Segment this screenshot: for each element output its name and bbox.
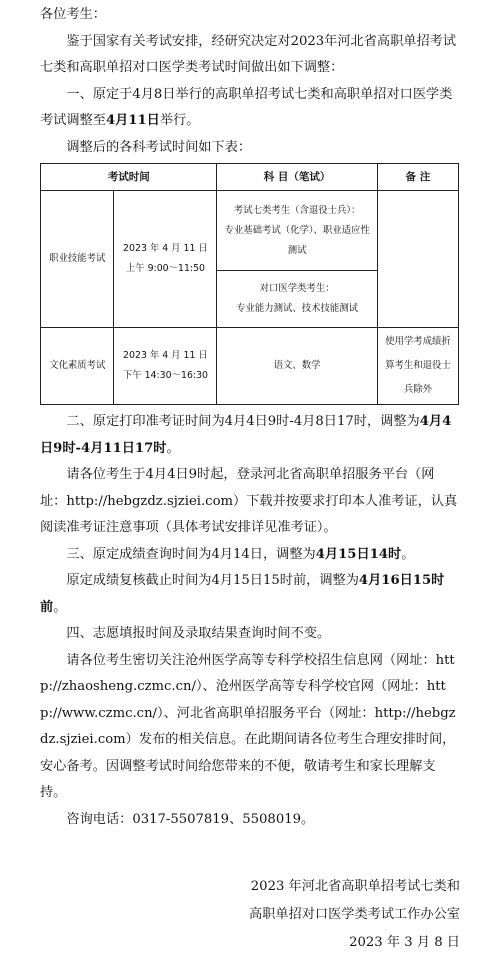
row2-datetime: 2023 年 4 月 11 日 下午 14:30～16:30 xyxy=(114,328,217,405)
salutation: 各位考生： xyxy=(40,7,106,22)
signature-org-line1: 2023 年河北省高职单招考试七类和 xyxy=(250,879,460,894)
table-row xyxy=(41,191,459,271)
signature-date: 2023 年 3 月 8 日 xyxy=(349,935,460,950)
row1-subject-a: 考试七类考生（含退役士兵）： 专业基础考试（化学）、职业适应性测试 xyxy=(217,191,377,271)
row1-category: 职业技能考试 xyxy=(41,191,114,328)
row2-note: 使用学考成绩折算考生和退役士兵除外 xyxy=(377,328,458,405)
signature-block xyxy=(40,873,460,957)
item-3-new-time: 4月15日14时 xyxy=(315,546,402,562)
item-3: 三、原定成绩查询时间为4月14日，调整为4月15日14时。 xyxy=(66,546,415,562)
item-2-new-time: 4月4日9时-4月11日17时 xyxy=(40,414,452,456)
table-row xyxy=(41,328,459,405)
item-1-new-date: 4月11日 xyxy=(105,113,160,128)
header-note: 备 注 xyxy=(377,164,458,191)
item-3-detail: 原定成绩复核截止时间为4月15日15时前，调整为4月16日15时前。 xyxy=(40,573,445,615)
closing-paragraph: 请各位考生密切关注沧州医学高等专科学校招生信息网（网址：http://zhaosheng.czmc.cn/）、沧州医学高等专科学校官网（网址：http://www.czmc.cn/）、河北省高职单招服务平台（网址：http://hebgzdz.sjziei.com）发布的相关信息。在此期间请各位考生合理安排时间，安心备考。因调整考试时间给您带来的不便，敬请考生和家长理解支持。 xyxy=(40,652,456,800)
item-2-detail: 请各位考生于4月4日9时起，登录河北省高职单招服务平台（网址：http://hebgzdz.sjziei.com）下载并按要求打印本人准考证，认真阅读准考证注意事项（具体考试安排详见准考证）。 xyxy=(40,467,458,535)
row1-subject-b: 对口医学类考生： 专业能力测试、技术技能测试 xyxy=(217,271,377,328)
intro-paragraph: 鉴于国家有关考试安排，经研究决定对2023年河北省高职单招考试七类和高职单招对口医学类考试时间做出如下调整： xyxy=(40,33,457,75)
row1-note xyxy=(377,191,458,328)
item-2: 二、原定打印准考证时间为4月4日9时-4月8日17时，调整为4月4日9时-4月11日17时。 xyxy=(40,414,452,456)
signature-org-line2: 高职单招对口医学类考试工作办公室 xyxy=(249,907,460,922)
row2-category: 文化素质考试 xyxy=(41,328,114,405)
header-subject: 科 目（笔试） xyxy=(217,164,377,191)
item-3-detail-new-time: 4月16日15时前 xyxy=(40,573,445,615)
exam-schedule-table xyxy=(40,163,459,405)
table-intro: 调整后的各科考试时间如下表： xyxy=(66,139,252,155)
contact-line: 咨询电话：0317-5507819、5508019。 xyxy=(66,811,315,827)
header-exam-time: 考试时间 xyxy=(41,164,217,191)
item-4: 四、志愿填报时间及录取结果查询时间不变。 xyxy=(66,626,331,641)
item-1: 一、原定于4月8日举行的高职单招考试七类和高职单招对口医学类考试调整至4月11日举行。 xyxy=(40,86,453,128)
row2-subject: 语文、数学 xyxy=(217,328,377,405)
table-header-row xyxy=(41,164,459,191)
row1-datetime: 2023 年 4 月 11 日 上午 9:00～11:50 xyxy=(114,191,217,328)
